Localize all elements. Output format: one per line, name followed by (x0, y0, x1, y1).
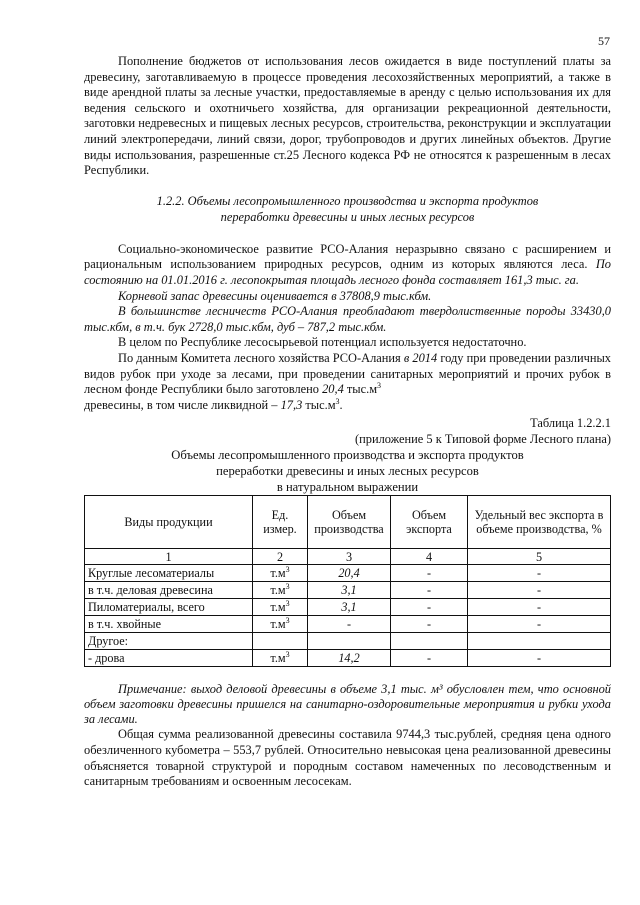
harvest-end: . (339, 397, 343, 412)
unit-text: т.м (270, 650, 286, 665)
cell-export: - (391, 616, 468, 633)
table-footnote: Примечание: выход деловой древесины в объеме 3,1 тыс. м³ обусловлен тем, что основной объем заготовки древесины пришелся на санитарно-оздоровительные мероприятия и рубки ухода за лесами. (84, 682, 611, 727)
section-heading (84, 193, 611, 225)
unit-text: т.м (270, 565, 286, 580)
table-body (85, 565, 611, 667)
cell-product-name: в т.ч. деловая древесина (85, 582, 253, 599)
cell-production: 3,1 (308, 599, 391, 616)
cell-product-name: - дрова (85, 650, 253, 667)
cell-production: 3,1 (308, 582, 391, 599)
column-number: 4 (391, 549, 468, 565)
table-title-line3: в натуральном выражении (276, 480, 419, 495)
cell-product-name: Круглые лесоматериалы (85, 565, 253, 582)
liquid-unit: тыс.м (302, 397, 336, 412)
header-share: Удельный вес экспорта в объеме производства, % (468, 496, 611, 549)
header-production: Объем производства (308, 496, 391, 549)
cell-export: - (391, 599, 468, 616)
unit-text: т.м (270, 616, 286, 631)
header-product-type: Виды продукции (85, 496, 253, 549)
harvest-unit-sup: 3 (377, 380, 382, 390)
table-row (85, 633, 611, 650)
harvest-text-a: По данным Комитета лесного хозяйства РСО-Алания (118, 350, 404, 365)
section-heading-line1: 1.2.2. Объемы лесопромышленного производства и экспорта продуктов (156, 193, 539, 208)
harvest-volume: 20,4 (322, 382, 344, 397)
production-table (84, 495, 611, 667)
table-number: Таблица 1.2.2.1 (530, 416, 611, 431)
unit-superscript: 3 (285, 598, 290, 608)
section-heading-line2: переработки древесины и иных лесных ресурсов (220, 209, 475, 224)
harvest-year: в 2014 (403, 350, 438, 365)
cell-product-name: Пиломатериалы, всего (85, 599, 253, 616)
page-number: 57 (598, 34, 610, 48)
forest-area-text: По состоянию на 01.01.2016 г. лесопокрытая площадь лесного фонда составляет 161,3 тыс. га. (84, 257, 611, 287)
unit-text: т.м (270, 599, 286, 614)
cell-unit (253, 616, 308, 633)
cell-production (308, 633, 391, 650)
paragraph-harvest (84, 351, 611, 413)
liquid-volume: 17,3 (280, 397, 303, 412)
document-body (84, 54, 611, 790)
header-unit: Ед. измер. (253, 496, 308, 549)
table-title (84, 447, 611, 495)
table-appendix-note: (приложение 5 к Типовой форме Лесного плана) (355, 431, 611, 446)
cell-unit (253, 582, 308, 599)
cell-export: - (391, 565, 468, 582)
table-header-row (85, 496, 611, 549)
paragraph-development (84, 242, 611, 289)
harvest-unit: тыс.м (343, 382, 378, 397)
column-number: 1 (85, 549, 253, 565)
header-export: Объем экспорта (391, 496, 468, 549)
unit-text: т.м (270, 582, 286, 597)
table-column-numbers (85, 549, 611, 565)
cell-share: - (468, 565, 611, 582)
cell-export: - (391, 650, 468, 667)
development-text: Социально-экономическое развитие РСО-Алания неразрывно связано с расширением и рациональным использованием природных ресурсов, одним из которых являются леса. (84, 241, 611, 272)
cell-export (391, 633, 468, 650)
cell-unit (253, 565, 308, 582)
unit-superscript: 3 (285, 649, 290, 659)
table-row (85, 582, 611, 599)
harvest-text-c: году при проведении различных видов рубок при уходе за лесами, при проведении санитарных мероприятий и прочих рубок в лесном фонде Республики было заготовлено (84, 350, 612, 397)
unit-superscript: 3 (285, 581, 290, 591)
table-title-line2: переработки древесины и иных лесных ресурсов (216, 464, 479, 479)
paragraph-budget: Пополнение бюджетов от использования лесов ожидается в виде поступлений платы за древесину, заготавливаемую в процессе проведения лесохозяйственных мероприятий, а также в виде арендной платы за лесные участки, предоставляемые в аренду с целью использования их для ведения сельского и охотничьего хозяйства, для организации рекреационной деятельности, заготовки недревесных и пищевых лесных ресурсов, строительства, реконструкции и эксплуатации линий электропередачи, линий связи, дорог, трубопроводов и других линейных объектов. Другие виды использования, разрешенные ст.25 Лесного кодекса РФ не относятся к разрешенным в лесах Республики. (84, 54, 611, 178)
column-number: 2 (253, 549, 308, 565)
paragraph-root-stock: Корневой запас древесины оценивается в 37808,9 тыс.кбм. (118, 288, 432, 303)
cell-share: - (468, 616, 611, 633)
column-number: 5 (468, 549, 611, 565)
harvest-text-f: древесины, в том числе ликвидной – (84, 397, 281, 412)
column-number: 3 (308, 549, 391, 565)
table-row (85, 565, 611, 582)
cell-production: 20,4 (308, 565, 391, 582)
cell-production: - (308, 616, 391, 633)
cell-share: - (468, 650, 611, 667)
cell-production: 14,2 (308, 650, 391, 667)
cell-share: - (468, 582, 611, 599)
cell-product-name: Другое: (85, 633, 253, 650)
table-title-line1: Объемы лесопромышленного производства и экспорта продуктов (171, 448, 524, 463)
cell-unit (253, 633, 308, 650)
paragraph-species: В большинстве лесничеств РСО-Алания преобладают твердолиственные породы 33430,0 тыс.кбм, в т.ч. бук 2728,0 тыс.кбм, дуб – 787,2 тыс.кбм. (84, 304, 611, 334)
table-row (85, 616, 611, 633)
liquid-unit-sup: 3 (335, 396, 340, 406)
paragraph-sales: Общая сумма реализованной древесины составила 9744,3 тыс.рублей, средняя цена одного обезличенного кубометра – 553,7 рублей. Относительно невысокая цена реализованной древесины объясняется товарной структурой и породным составом намеченных по лесоводственным и санитарным требованиям и освоенным лесосекам. (84, 727, 611, 789)
table-row (85, 599, 611, 616)
cell-unit (253, 650, 308, 667)
cell-export: - (391, 582, 468, 599)
paragraph-potential: В целом по Республике лесосырьевой потенциал используется недостаточно. (118, 335, 527, 350)
cell-unit (253, 599, 308, 616)
cell-share (468, 633, 611, 650)
unit-superscript: 3 (285, 564, 290, 574)
cell-product-name: в т.ч. хвойные (85, 616, 253, 633)
table-row (85, 650, 611, 667)
cell-share: - (468, 599, 611, 616)
unit-superscript: 3 (285, 615, 290, 625)
